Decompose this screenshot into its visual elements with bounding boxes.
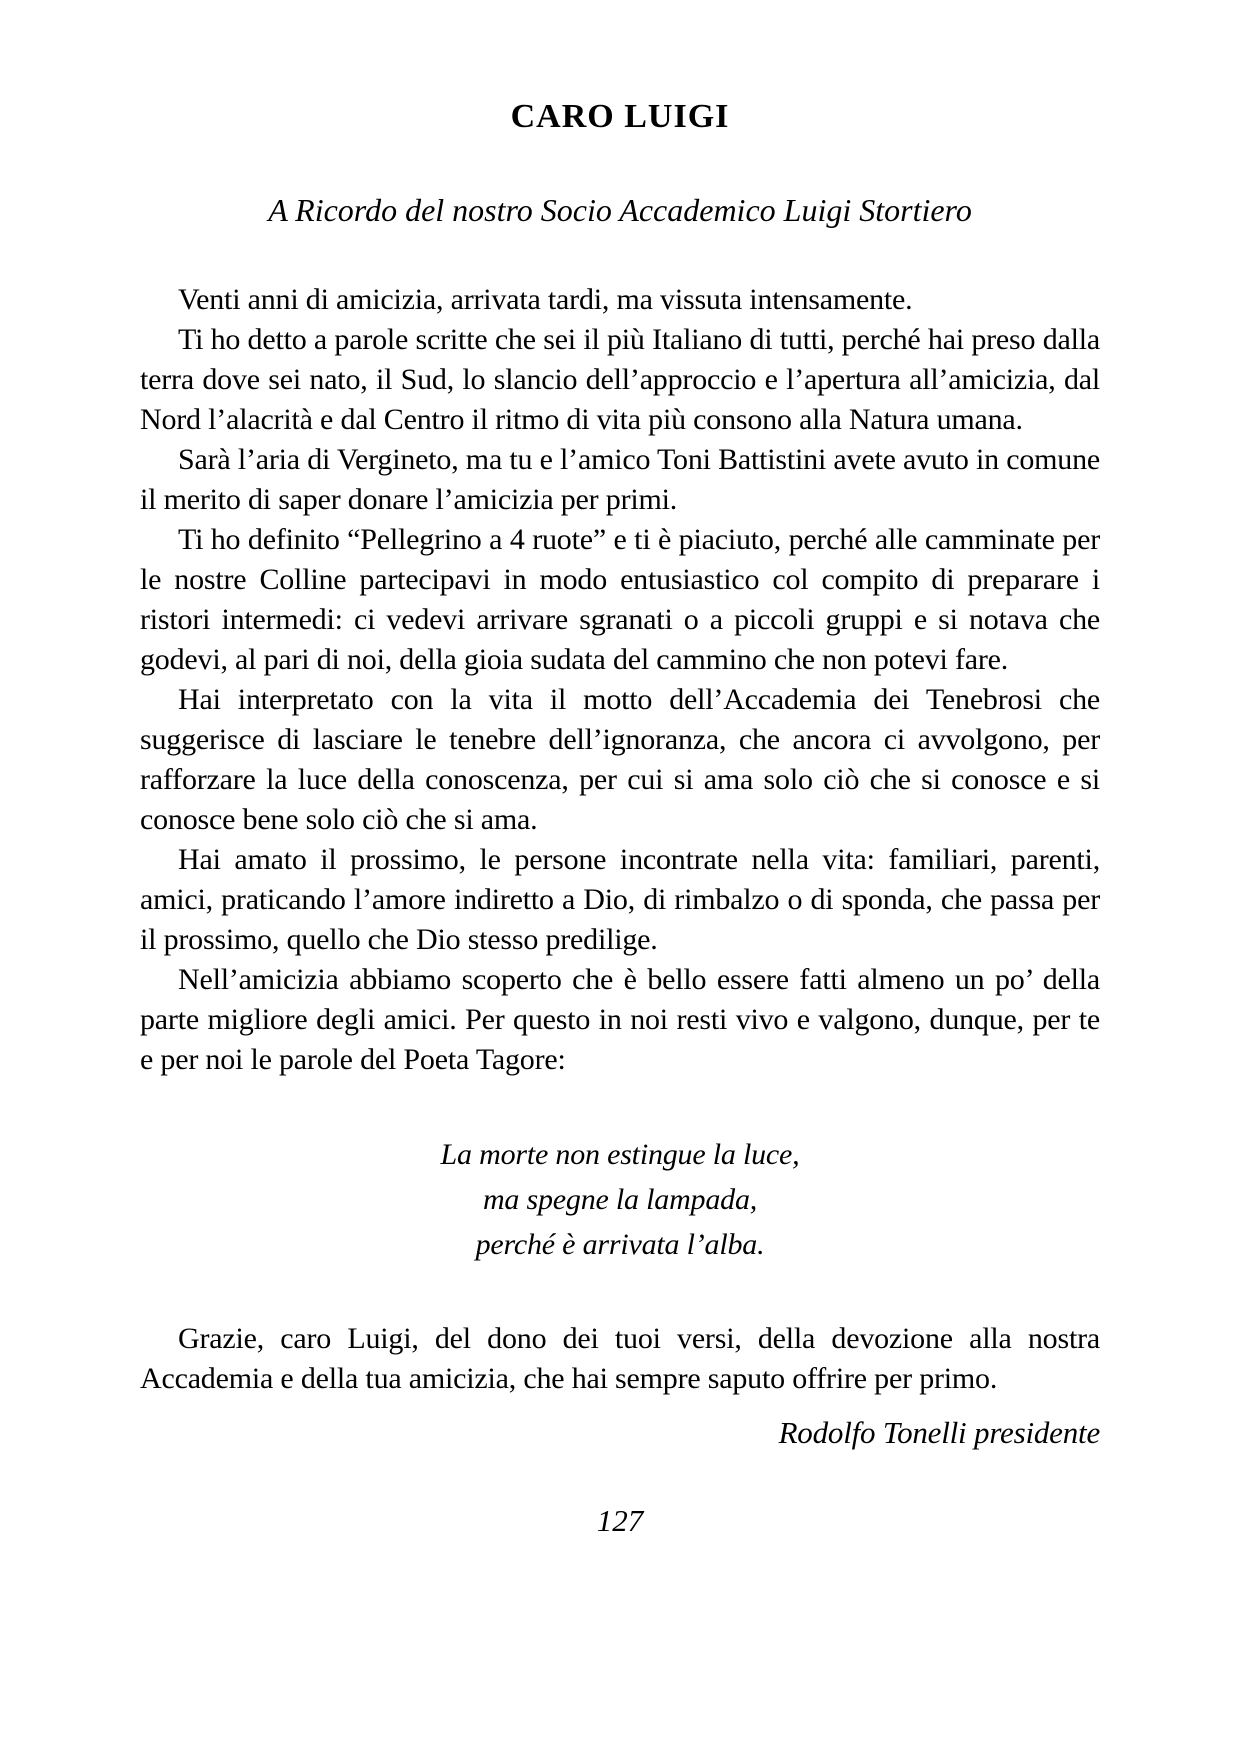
paragraph: Venti anni di amicizia, arrivata tardi, ma vissuta intensamente. bbox=[178, 283, 913, 316]
dedication-subtitle: A Ricordo del nostro Socio Accademico Luigi Stortiero bbox=[268, 192, 972, 228]
paragraph: Hai interpretato con la vita il motto dell’Accademia dei Tenebrosi che suggerisce di lasciare le tenebre dell’ignoranza, che ancora ci avvolgono, per rafforzare la luce della conoscenza, per cui si ama solo ciò che si conosce e si conosce bene solo ciò che si ama. bbox=[140, 683, 1100, 836]
closing-paragraph: Grazie, caro Luigi, del dono dei tuoi versi, della devozione alla nostra Accademia e della tua amicizia, che hai sempre saputo offrire per primo. bbox=[140, 1322, 1100, 1395]
paragraph: Ti ho definito “Pellegrino a 4 ruote” e ti è piaciuto, perché alle camminate per le nostre Colline partecipavi in modo entusiastico col compito di preparare i ristori intermedi: ci vedevi arrivare sgranati o a piccoli gruppi e si notava che godevi, al pari di noi, della gioia sudata del cammino che non potevi fare. bbox=[140, 523, 1100, 676]
paragraph: Nell’amicizia abbiamo scoperto che è bello essere fatti almeno un po’ della parte migliore degli amici. Per questo in noi resti vivo e valgono, dunque, per te e per noi le parole del Poeta Tagore: bbox=[140, 963, 1100, 1076]
page-number: 127 bbox=[596, 1503, 644, 1538]
poem-line: perché è arrivata l’alba. bbox=[475, 1228, 765, 1261]
page-title: CARO LUIGI bbox=[510, 98, 730, 135]
paragraph: Hai amato il prossimo, le persone incontrate nella vita: familiari, parenti, amici, praticando l’amore indiretto a Dio, di rimbalzo o di sponda, che passa per il prossimo, quello che Dio stesso predilige. bbox=[140, 843, 1100, 956]
paragraph: Ti ho detto a parole scritte che sei il più Italiano di tutti, perché hai preso dalla terra dove sei nato, il Sud, lo slancio dell’approccio e l’apertura all’amicizia, dal Nord l’alacrità e dal Centro il ritmo di vita più consono alla Natura umana. bbox=[140, 323, 1100, 436]
poem-quote bbox=[140, 1132, 1100, 1267]
body-text bbox=[140, 280, 1100, 1453]
poem-line: La morte non estingue la luce, bbox=[440, 1138, 800, 1171]
paragraph: Sarà l’aria di Vergineto, ma tu e l’amico Toni Battistini avete avuto in comune il merito di saper donare l’amicizia per primi. bbox=[140, 443, 1100, 516]
signature: Rodolfo Tonelli presidente bbox=[778, 1415, 1100, 1450]
poem-line: ma spegne la lampada, bbox=[482, 1183, 758, 1216]
